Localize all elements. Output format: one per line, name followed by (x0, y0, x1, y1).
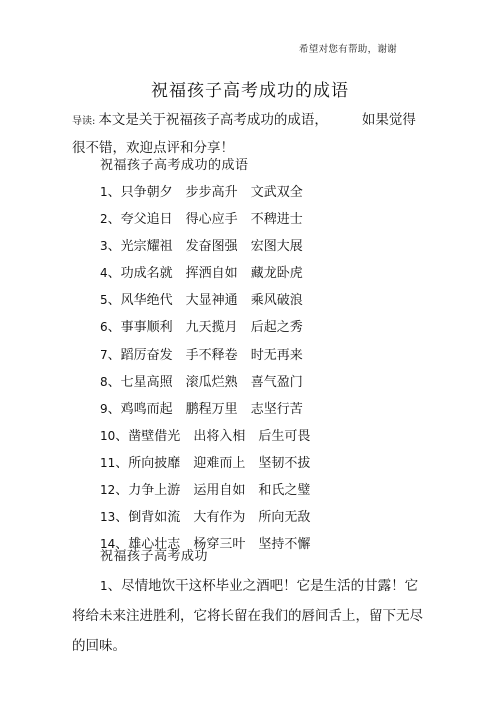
header-note: 希望对您有帮助，谢谢 (298, 44, 397, 55)
list-item: 4、功成名就 挥洒自如 藏龙卧虎 (100, 260, 310, 287)
idiom-2: 挥洒自如 (185, 266, 238, 282)
idiom-3: 和氏之璧 (258, 483, 311, 499)
idiom-1: 事事顺利 (120, 320, 173, 336)
page-title: 祝福孩子高考成功的成语 (151, 81, 349, 101)
idiom-number: 12 (100, 483, 116, 498)
idiom-3: 所向无敌 (258, 510, 311, 526)
idiom-2: 大显神通 (185, 293, 238, 309)
idiom-3: 文武双全 (250, 185, 303, 200)
list-item: 8、七星高照 滚瓜烂熟 喜气盈门 (100, 369, 310, 396)
idiom-list (100, 179, 310, 558)
idiom-3: 喜气盈门 (250, 374, 303, 390)
idiom-1: 光宗耀祖 (120, 239, 173, 255)
idiom-1: 蹈厉奋发 (120, 347, 173, 363)
idiom-3: 坚持不懈 (258, 537, 311, 553)
idiom-3: 不稗进士 (250, 212, 303, 228)
idiom-1: 夸父追日 (120, 212, 173, 228)
idiom-number: 1 (100, 185, 108, 199)
intro-text-1: 本文是关于祝福孩子高考成功的成语， (98, 112, 328, 128)
idiom-2: 大有作为 (193, 510, 246, 526)
list-item: 5、风华绝代 大显神通 乘风破浪 (100, 287, 310, 314)
idiom-2: 迎难而上 (193, 455, 246, 471)
idiom-3: 后起之秀 (250, 320, 303, 336)
idiom-3: 后生可畏 (258, 428, 311, 444)
idiom-number: 3 (100, 239, 108, 254)
idiom-2: 鹏程万里 (185, 401, 238, 417)
idiom-1: 风华绝代 (120, 293, 173, 309)
idiom-3: 坚韧不拔 (258, 455, 311, 471)
idiom-3: 藏龙卧虎 (250, 266, 303, 282)
idiom-2: 手不释卷 (185, 347, 238, 363)
idiom-2: 得心应手 (185, 212, 238, 228)
idiom-3: 宏图大展 (250, 239, 303, 255)
idiom-2: 发奋图强 (185, 239, 238, 255)
idiom-1: 只争朝夕 (120, 185, 173, 200)
list-item: 13、倒背如流 大有作为 所向无敌 (100, 504, 310, 531)
idiom-1: 功成名就 (120, 266, 173, 282)
idiom-1: 鸡鸣而起 (120, 401, 173, 417)
list-item: 9、鸡鸣而起 鹏程万里 志坚行苦 (100, 396, 310, 423)
idiom-number: 10 (100, 428, 116, 443)
idiom-number: 7 (100, 347, 108, 362)
list-item: 12、力争上游 运用自如 和氏之璧 (100, 477, 310, 504)
section-heading-blessings: 祝福孩子高考成功 (100, 549, 209, 564)
idiom-3: 时无再来 (250, 347, 303, 363)
blessing-paragraph: 1、尽情地饮干这杯毕业之酒吧！它是生活的甘露！它将给未来注进胜利，它将长留在我们的唇间舌上，留下无尽的回味。 (72, 578, 423, 654)
idiom-number: 13 (100, 510, 116, 525)
blessing-text: 尽情地饮干这杯毕业之酒吧！它是生活的甘露！它将给未来注进胜利，它将长留在我们的唇间舌上，留下无尽的回味。 (72, 578, 423, 654)
section-heading-idioms: 祝福孩子高考成功的成语 (100, 158, 249, 173)
idiom-1: 凿壁借光 (128, 428, 181, 444)
list-item: 14、雄心壮志 杨穿三叶 坚持不懈 (100, 531, 310, 558)
idiom-number: 4 (100, 266, 108, 281)
idiom-1: 七星高照 (120, 374, 173, 390)
idiom-2: 杨穿三叶 (193, 537, 246, 553)
blessing-number: 1 (100, 579, 108, 593)
idiom-3: 志坚行苦 (250, 401, 303, 417)
list-item: 11、所向披靡 迎难而上 坚韧不拔 (100, 450, 310, 477)
list-item: 10、凿壁借光 出将入相 后生可畏 (100, 423, 310, 450)
idiom-3: 乘风破浪 (250, 293, 303, 309)
idiom-1: 倒背如流 (128, 510, 181, 526)
intro-text-2: 如果觉得很不错，欢迎点评和分享！ (72, 112, 416, 156)
idiom-2: 滚瓜烂熟 (185, 374, 238, 390)
idiom-number: 8 (100, 374, 108, 389)
idiom-number: 14 (100, 537, 116, 552)
idiom-2: 步步高升 (185, 185, 238, 200)
idiom-2: 运用自如 (193, 483, 246, 499)
idiom-number: 9 (100, 401, 108, 416)
list-item: 2、夸父追日 得心应手 不稗进士 (100, 206, 310, 233)
idiom-number: 5 (100, 293, 108, 308)
idiom-number: 2 (100, 212, 108, 227)
list-item: 3、光宗耀祖 发奋图强 宏图大展 (100, 233, 310, 260)
idiom-2: 出将入相 (193, 428, 246, 444)
idiom-2: 九天揽月 (185, 320, 238, 336)
idiom-1: 所向披靡 (128, 455, 181, 471)
idiom-number: 6 (100, 320, 108, 335)
list-item: 7、蹈厉奋发 手不释卷 时无再来 (100, 342, 310, 369)
intro-label: 导读: (72, 116, 96, 127)
idiom-1: 雄心壮志 (128, 537, 181, 553)
list-item: 1、只争朝夕 步步高升 文武双全 (100, 179, 310, 206)
idiom-number: 11 (100, 455, 116, 470)
idiom-1: 力争上游 (128, 483, 181, 499)
list-item: 6、事事顺利 九天揽月 后起之秀 (100, 314, 310, 341)
